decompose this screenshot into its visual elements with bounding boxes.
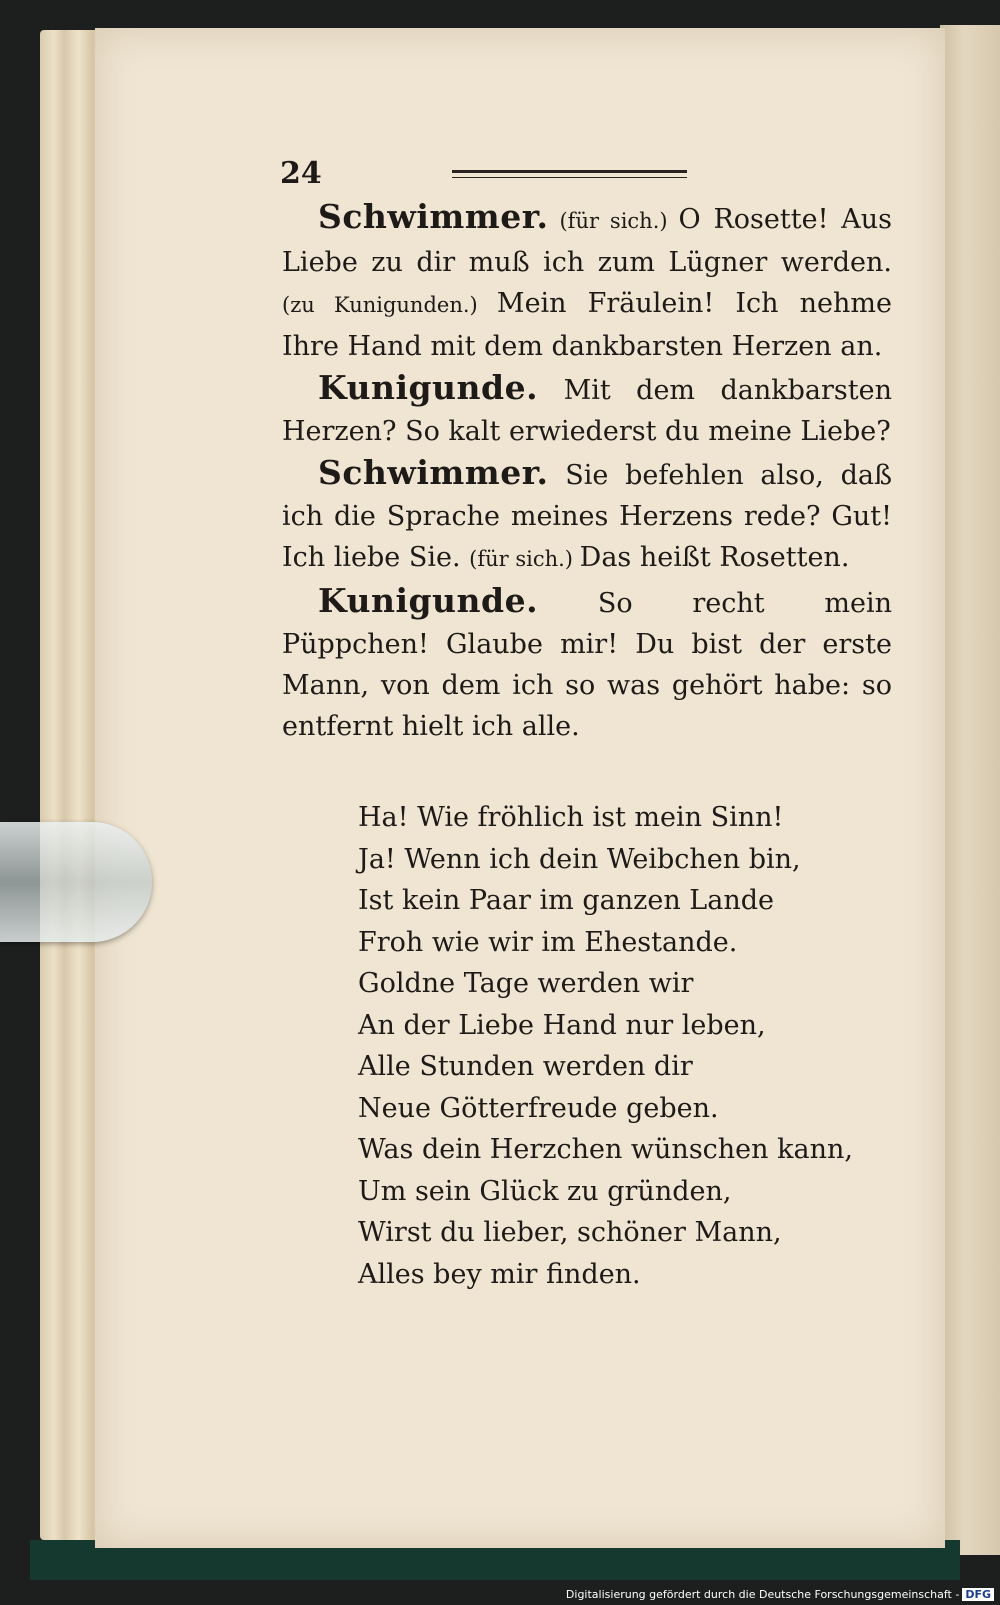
- page-holder-clip: [0, 822, 152, 942]
- speaker-name: Kunigunde.: [318, 368, 539, 407]
- dialogue-paragraph: [282, 367, 892, 452]
- verse-line: Was dein Herzchen wünschen kann,: [358, 1134, 853, 1165]
- verse-line: Neue Götterfreude geben.: [358, 1092, 719, 1124]
- digitization-credit: [566, 1588, 994, 1601]
- page-header: [282, 150, 892, 196]
- spoken-text: Sie befehlen also, daß ich die Sprache meines Herzens rede? Gut! Ich liebe Sie.: [282, 460, 892, 573]
- header-rule: [452, 170, 687, 178]
- speaker-name: Schwimmer.: [318, 197, 549, 236]
- dialogue-paragraph: [282, 196, 892, 367]
- verse-line: Goldne Tage werden wir: [358, 968, 694, 999]
- spoken-text: Das heißt Rosetten.: [579, 542, 850, 573]
- page-number: 24: [280, 156, 322, 191]
- spoken-text: O Rosette! Aus Liebe zu dir muß ich zum Lügner werden.: [282, 204, 892, 278]
- dialogue-paragraph: [282, 580, 892, 747]
- verse-line: Alles bey mir finden.: [358, 1258, 641, 1290]
- verse-line: Wirst du lieber, schöner Mann,: [358, 1217, 782, 1248]
- dfg-logo: DFG: [962, 1588, 994, 1601]
- verse-line: Alle Stunden werden dir: [358, 1051, 693, 1082]
- spoken-text: Mein Fräulein! Ich nehme Ihre Hand mit dem dankbarsten Herzen an.: [282, 288, 892, 362]
- verse-line: Um sein Glück zu gründen,: [358, 1175, 732, 1207]
- stage-direction: (für sich.): [469, 547, 580, 571]
- verse-line: Froh wie wir im Ehestande.: [358, 926, 738, 958]
- stage-direction: (für sich.): [548, 209, 679, 233]
- verse-line: Ja! Wenn ich dein Weibchen bin,: [358, 843, 801, 875]
- stage-direction: (zu Kunigunden.): [282, 293, 497, 317]
- verse-line: Ha! Wie fröhlich ist mein Sinn!: [358, 802, 784, 833]
- verse-line: Ist kein Paar im ganzen Lande: [358, 885, 774, 916]
- song-verse: [358, 797, 892, 1295]
- dialogue-section: [282, 196, 892, 747]
- spoken-text: So recht mein Püppchen! Glaube mir! Du bist der erste Mann, von dem ich so was gehört habe: so entfernt hielt ich alle.: [282, 588, 892, 742]
- speaker-name: Kunigunde.: [318, 581, 539, 620]
- credit-text: Digitalisierung gefördert durch die Deutsche Forschungsgemeinschaft -: [565, 1588, 960, 1601]
- spoken-text: Mit dem dankbarsten Herzen? So kalt erwiederst du meine Liebe?: [282, 375, 892, 447]
- speaker-name: Schwimmer.: [318, 453, 549, 492]
- facing-page-edge: [940, 25, 1000, 1555]
- page-text-block: [282, 150, 892, 1295]
- verse-line: An der Liebe Hand nur leben,: [358, 1009, 766, 1041]
- dialogue-paragraph: [282, 452, 892, 580]
